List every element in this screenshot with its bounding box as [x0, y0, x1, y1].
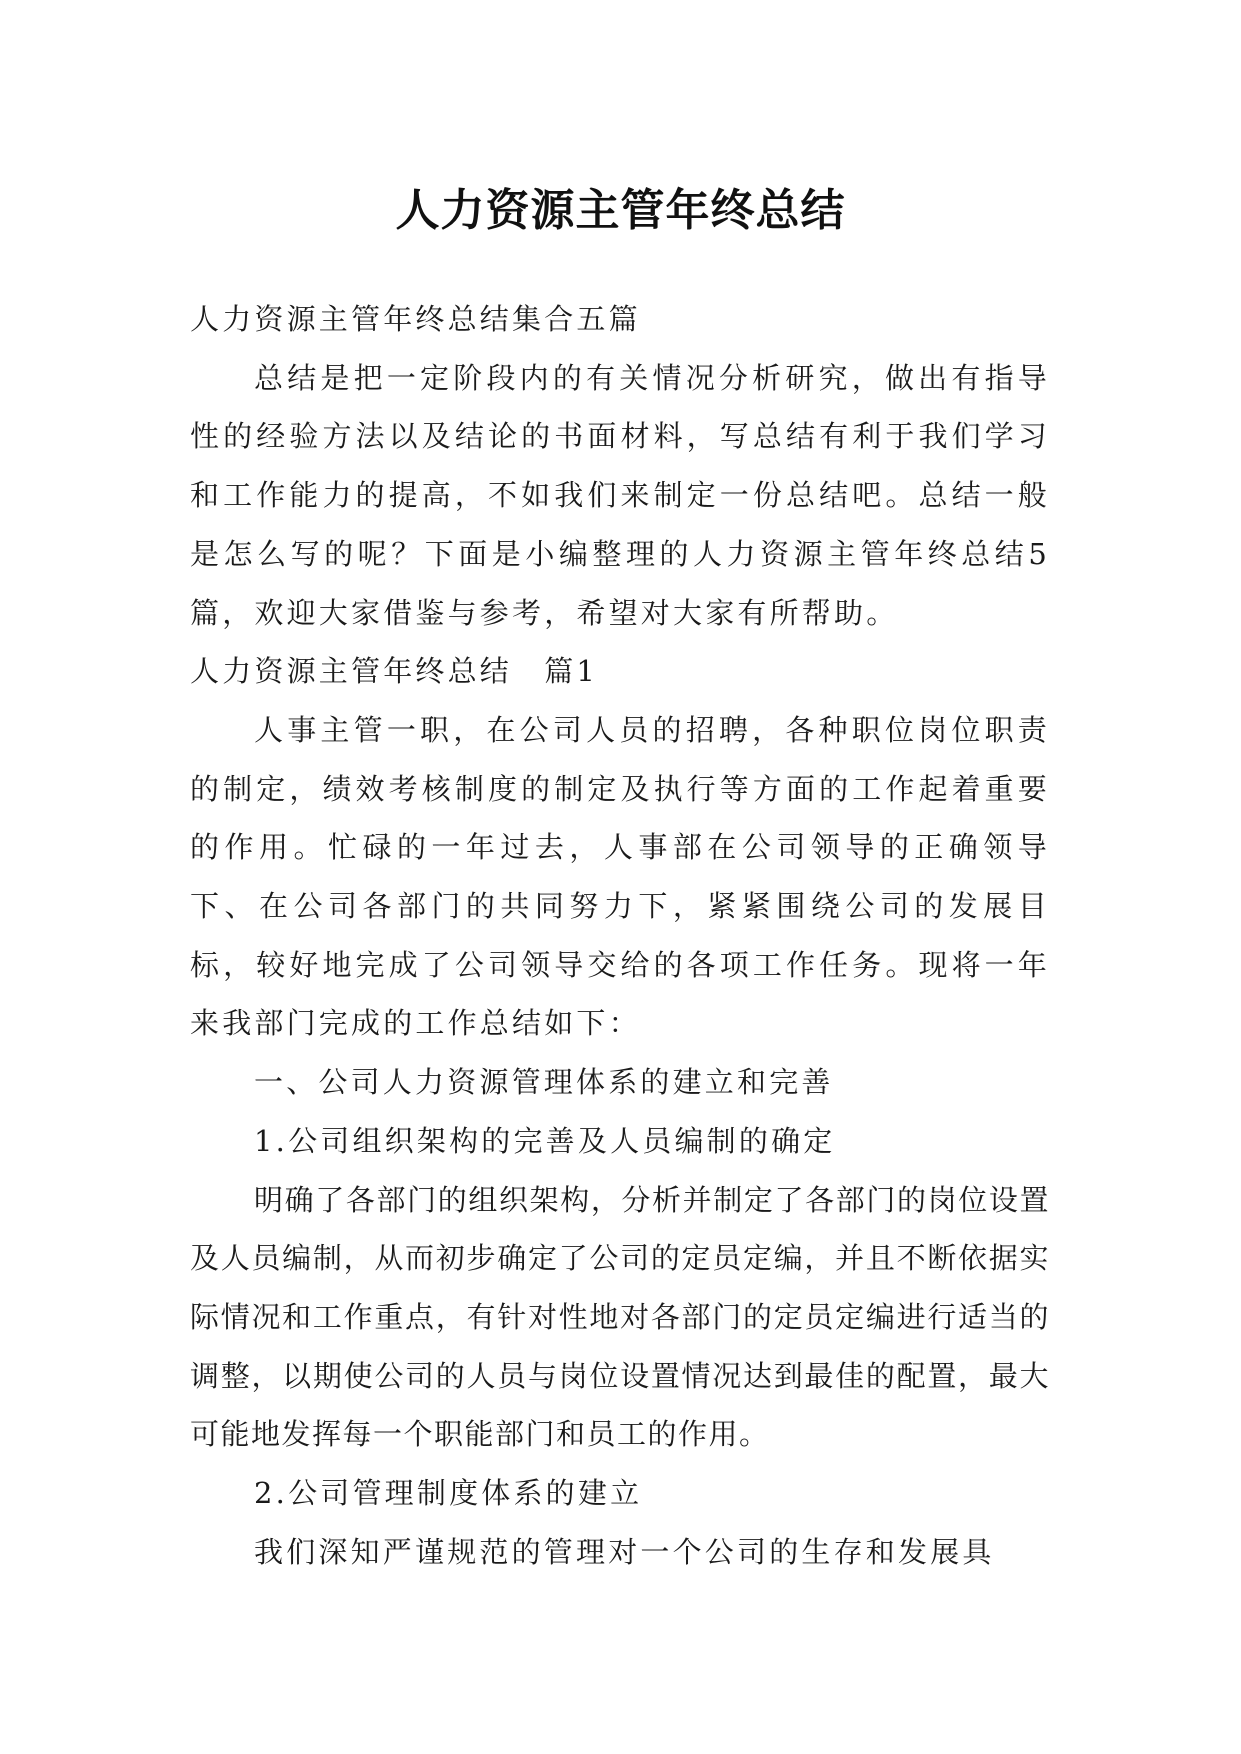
intro-paragraph: 总结是把一定阶段内的有关情况分析研究，做出有指导性的经验方法以及结论的书面材料，写总结有利于我们学习和工作能力的提高，不如我们来制定一份总结吧。总结一般是怎么写的呢？下面是小编整理的人力资源主管年终总结5篇，欢迎大家借鉴与参考，希望对大家有所帮助。 [190, 360, 1050, 630]
document-title: 人力资源主管年终总结 [395, 185, 846, 237]
section-heading-part-1: 人力资源主管年终总结 篇1 [190, 654, 599, 689]
subtitle-paragraph: 人力资源主管年终总结集合五篇 [190, 302, 641, 336]
subheading-1: 一、公司人力资源管理体系的建立和完善 [254, 1065, 834, 1100]
subheading-1-1: 1.公司组织架构的完善及人员编制的确定 [254, 1123, 836, 1158]
body-paragraph: 我们深知严谨规范的管理对一个公司的生存和发展具 [254, 1534, 995, 1569]
subheading-1-2: 2.公司管理制度体系的建立 [254, 1476, 643, 1511]
body-paragraph: 明确了各部门的组织架构，分析并制定了各部门的岗位设置及人员编制，从而初步确定了公司的定员定编，并且不断依据实际情况和工作重点，有针对性地对各部门的定员定编进行适当的调整，以期使公司的人员与岗位设置情况达到最佳的配置，最大可能地发挥每一个职能部门和员工的作用。 [190, 1182, 1050, 1452]
body-paragraph: 人事主管一职，在公司人员的招聘，各种职位岗位职责的制定，绩效考核制度的制定及执行等方面的工作起着重要的作用。忙碌的一年过去，人事部在公司领导的正确领导下、在公司各部门的共同努力下，紧紧围绕公司的发展目标，较好地完成了公司领导交给的各项工作任务。现将一年来我部门完成的工作总结如下： [190, 712, 1050, 1041]
document-body [190, 290, 1050, 1581]
